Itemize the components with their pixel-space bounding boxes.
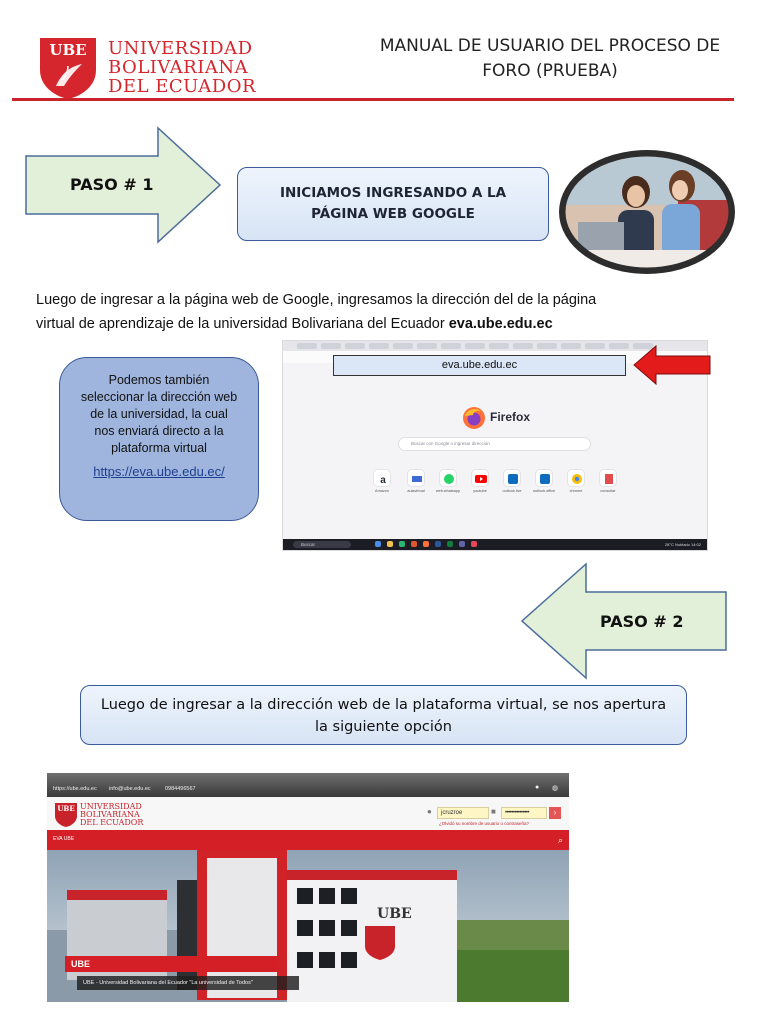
shortcut-label: web.whatsapp (435, 489, 461, 493)
globe-icon[interactable]: ◍ (552, 785, 559, 792)
site-menu-item[interactable]: EVA UBE (53, 836, 75, 842)
browser-tab[interactable] (345, 343, 365, 349)
taskbar-app-icon[interactable] (387, 541, 393, 547)
shortcut-label: youtube (473, 489, 487, 493)
taskbar-app-icon[interactable] (411, 541, 417, 547)
building-sign: UBE (377, 906, 412, 922)
site-email[interactable]: info@ube.edu.ec (109, 786, 151, 792)
browser-tab[interactable] (489, 343, 509, 349)
site-caption: UBE - Universidad Bolivariana del Ecuador "La universidad de Todos" (77, 976, 299, 990)
github-icon[interactable]: ● (535, 784, 540, 791)
tip-line-3: de la universidad, la cual (90, 407, 228, 421)
step2-label: PASO # 2 (600, 612, 684, 631)
taskbar-app-icon[interactable] (459, 541, 465, 547)
taskbar-app-icon[interactable] (471, 541, 477, 547)
lock-icon: ■ (491, 807, 496, 816)
taskbar-search[interactable]: Buscar (293, 541, 351, 548)
eva-link[interactable]: https://eva.ube.edu.ec/ (93, 464, 225, 479)
browser-tab[interactable] (537, 343, 557, 349)
shortcut-outlook-live[interactable] (503, 469, 521, 487)
tip-line-1: Podemos también (108, 373, 210, 387)
browser-tab[interactable] (297, 343, 317, 349)
shortcut-label: Amazon (375, 489, 389, 493)
browser-search-input[interactable]: Buscar con Google o ingresar dirección (398, 437, 591, 451)
address-bar[interactable]: eva.ube.edu.ec (333, 355, 626, 376)
tip-box (59, 357, 259, 521)
header-divider (12, 98, 734, 101)
site-url[interactable]: https://ube.edu.ec (53, 786, 97, 792)
step1-callout-line-1: INICIAMOS INGRESANDO A LA (279, 185, 507, 201)
step1-label: PASO # 1 (70, 175, 154, 194)
intro-line-2-text: virtual de aprendizaje de la universidad Bolivariana del Ecuador (36, 316, 445, 332)
site-menu-bar (47, 830, 569, 850)
step2-callout-line-1: Luego de ingresar a la dirección web de la plataforma virtual, se nos apertura (100, 697, 667, 713)
site-logo-line-1: UNIVERSIDAD (80, 802, 142, 811)
site-forgot-link[interactable]: ¿Olvidó su nombre de usuario o contraseña? (439, 821, 530, 826)
step1-callout (237, 167, 549, 241)
user-icon: ● (427, 807, 432, 816)
logo-line-3: DEL ECUADOR (108, 76, 257, 97)
shortcut-youtube[interactable] (471, 469, 489, 487)
intro-url: eva.ube.edu.ec (448, 316, 553, 332)
browser-tab[interactable] (393, 343, 413, 349)
site-logo-line-3: DEL ECUADOR (80, 818, 144, 827)
logo-line-1: UNIVERSIDAD (108, 38, 253, 59)
site-username-input[interactable]: jcruzroe (437, 807, 489, 819)
firefox-icon (462, 406, 486, 430)
shortcut-label: chrome (569, 489, 583, 493)
site-caption-title: UBE (65, 956, 277, 972)
document-title-line-1: MANUAL DE USUARIO DEL PROCESO DE (379, 36, 721, 56)
taskbar-app-icon[interactable] (399, 541, 405, 547)
browser-tab[interactable] (441, 343, 461, 349)
intro-line-1: Luego de ingresar a la página web de Google, ingresamos la dirección del de la página (36, 292, 597, 308)
shortcut-outlook-office[interactable] (535, 469, 553, 487)
shortcut-amazon[interactable] (373, 469, 391, 487)
browser-tab[interactable] (369, 343, 389, 349)
shortcut-label: outlook.office (532, 489, 556, 493)
shortcut-aulavirtual[interactable] (407, 469, 425, 487)
tip-line-2: seleccionar la dirección web (80, 390, 238, 404)
site-password-input[interactable]: ••••••••••••••• (501, 807, 547, 819)
site-login-button[interactable]: › (549, 807, 561, 819)
shortcut-label: aulavirtual (407, 489, 425, 493)
taskbar-app-icon[interactable] (375, 541, 381, 547)
shortcut-glyph: a (380, 475, 386, 486)
document-title (372, 34, 728, 84)
taskbar-app-icon[interactable] (435, 541, 441, 547)
firefox-brand-name: Firefox (490, 410, 531, 424)
shortcut-chrome[interactable] (567, 469, 585, 487)
intro-paragraph (36, 288, 736, 336)
site-logo-line-2: BOLIVARIANA (80, 810, 140, 819)
site-phone: 0984496567 (165, 786, 196, 792)
logo-badge: UBE (49, 41, 87, 59)
site-logo-icon (54, 802, 78, 828)
intro-line-2 (36, 312, 736, 336)
browser-tab[interactable] (417, 343, 437, 349)
browser-tab[interactable] (585, 343, 605, 349)
document-title-line-2: FORO (PRUEBA) (482, 61, 618, 81)
browser-tab[interactable] (465, 343, 485, 349)
taskbar-app-icon[interactable] (447, 541, 453, 547)
ube-site-screenshot (47, 773, 569, 1002)
tip-line-4: nos enviará directo a la (94, 424, 224, 438)
taskbar-firefox-icon[interactable] (423, 541, 429, 547)
pointer-arrow-icon (632, 344, 712, 386)
step1-callout-line-2: PÁGINA WEB GOOGLE (311, 206, 475, 222)
site-logo-badge: UBE (57, 804, 75, 813)
logo-line-2: BOLIVARIANA (108, 57, 249, 78)
site-topbar (47, 773, 569, 797)
step2-callout-line-2: la siguiente opción (315, 719, 452, 735)
shortcut-label: consultar (600, 489, 616, 493)
browser-tab[interactable] (609, 343, 629, 349)
windows-taskbar (283, 539, 708, 550)
shortcut-whatsapp[interactable] (439, 469, 457, 487)
tip-line-5: plataforma virtual (111, 441, 207, 455)
browser-tab[interactable] (513, 343, 533, 349)
shortcut-label: outlook.live (502, 489, 522, 493)
browser-tab[interactable] (561, 343, 581, 349)
site-search-icon[interactable]: ⌕ (557, 835, 564, 845)
step2-callout (80, 685, 687, 745)
shortcut-consultar[interactable] (599, 469, 617, 487)
students-photo (558, 150, 736, 274)
browser-tab[interactable] (321, 343, 341, 349)
ube-logo-shield (38, 36, 98, 100)
taskbar-tray: 28°C Nublado 14:02 (664, 542, 701, 547)
